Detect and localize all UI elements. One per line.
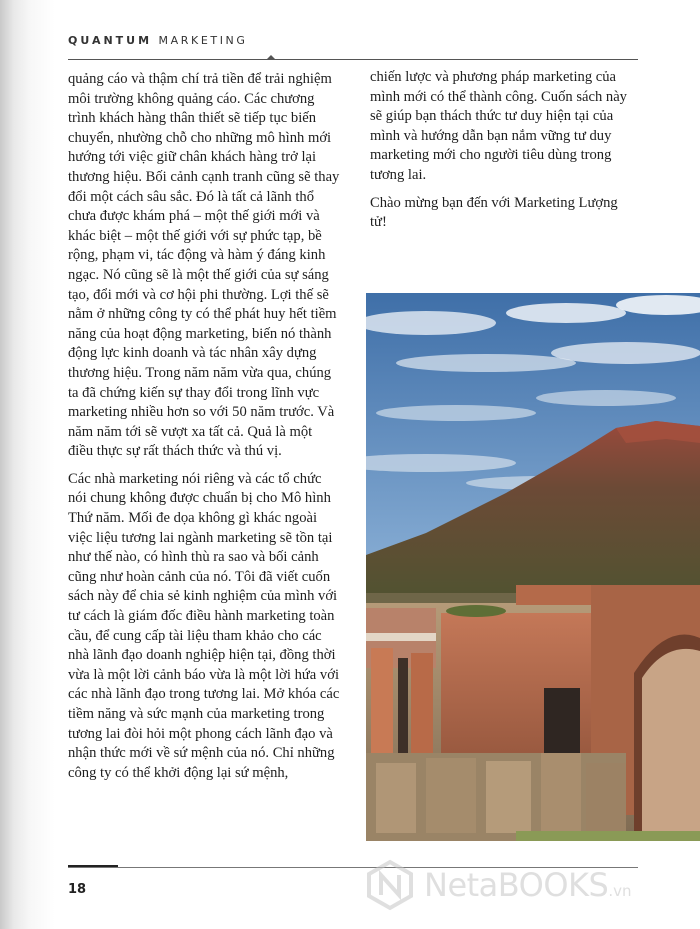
header-title-bold: QUANTUM [68, 34, 153, 47]
netabooks-logo-icon [364, 859, 416, 911]
left-text-column [68, 70, 340, 791]
left-paragraph-2: Các nhà marketing nói riêng và các tổ chức nói chung không được chuẩn bị cho Mô hình Thứ năm. Mối đe dọa không gì khác ngoài việc liệu tương lai ngành marketing sẽ tồn tại như thế nào, có hình thù ra sao và bối cảnh cũng như hoàn cảnh của nó. Tôi đã viết cuốn sách này để chia sẻ kinh nghiệm của mình với tư cách là giám đốc điều hành marketing toàn cầu, để cung cấp tài liệu tham khảo cho các nhà lãnh đạo doanh nghiệp hiện tại, đồng thời vừa là một lời cảnh báo vừa là một lời hứa với các nhà lãnh đạo trong tương lai. Mở khóa các tiềm năng và sức mạnh của marketing trong tương lai đòi hỏi một phong cách lãnh đạo và nhận thức mới về sứ mệnh của nó. Chỉ những công ty có thể khởi động lại sứ mệnh, [68, 470, 340, 781]
watermark-text: NetaBOOKS [424, 866, 609, 904]
pompeii-vesuvius-photo [366, 293, 700, 841]
header-rule [68, 59, 638, 60]
header-title-light: MARKETING [158, 34, 248, 47]
right-text-column [370, 68, 635, 241]
header-triangle-marker [266, 55, 276, 60]
watermark [364, 855, 700, 915]
running-header [68, 34, 248, 47]
right-paragraph-1: chiến lược và phương pháp marketing của mình mới có thể thành công. Cuốn sách này sẽ giúp bạn thách thức tư duy hiện tại của mình và hướng dẫn bạn nắm vững tư duy marketing mới cho người tiêu dùng trong tương lai. [370, 69, 627, 183]
page-number: 18 [68, 882, 87, 897]
watermark-suffix: .vn [608, 882, 632, 900]
right-paragraph-2: Chào mừng bạn đến với Marketing Lượng tử! [370, 194, 618, 231]
left-paragraph-1: quảng cáo và thậm chí trả tiền để trải nghiệm môi trường không quảng cáo. Các chương trình khách hàng thân thiết sẽ tiếp tục biến chuyển, nhường chỗ cho những mô hình mới hướng tới việc giữ chân khách hàng trở lại thương hiệu. Bối cảnh cạnh tranh cũng sẽ thay đổi một cách sâu sắc. Đó là tất cả lãnh thổ chưa được khám phá – một thế giới mới và khác biệt – một thế giới với sự phức tạp, bề rộng, phạm vi, tác động và hàm ý đáng kinh ngạc. Nó cũng sẽ là một thế giới của sự sáng tạo, đổi mới và cơ hội phi thường. Lợi thế sẽ nằm ở những công ty có thể phát huy hết tiềm năng của hoạt động marketing, biến nó thành động lực kinh doanh và tác nhân xây dựng thương hiệu. Trong năm năm vừa qua, chúng ta đã chứng kiến sự thay đổi trong lĩnh vực marketing nhiều hơn so với 50 năm trước. Và năm năm tới sẽ vượt xa tất cả. Quả là một điều thực sự rất thách thức và thú vị. [68, 71, 340, 460]
